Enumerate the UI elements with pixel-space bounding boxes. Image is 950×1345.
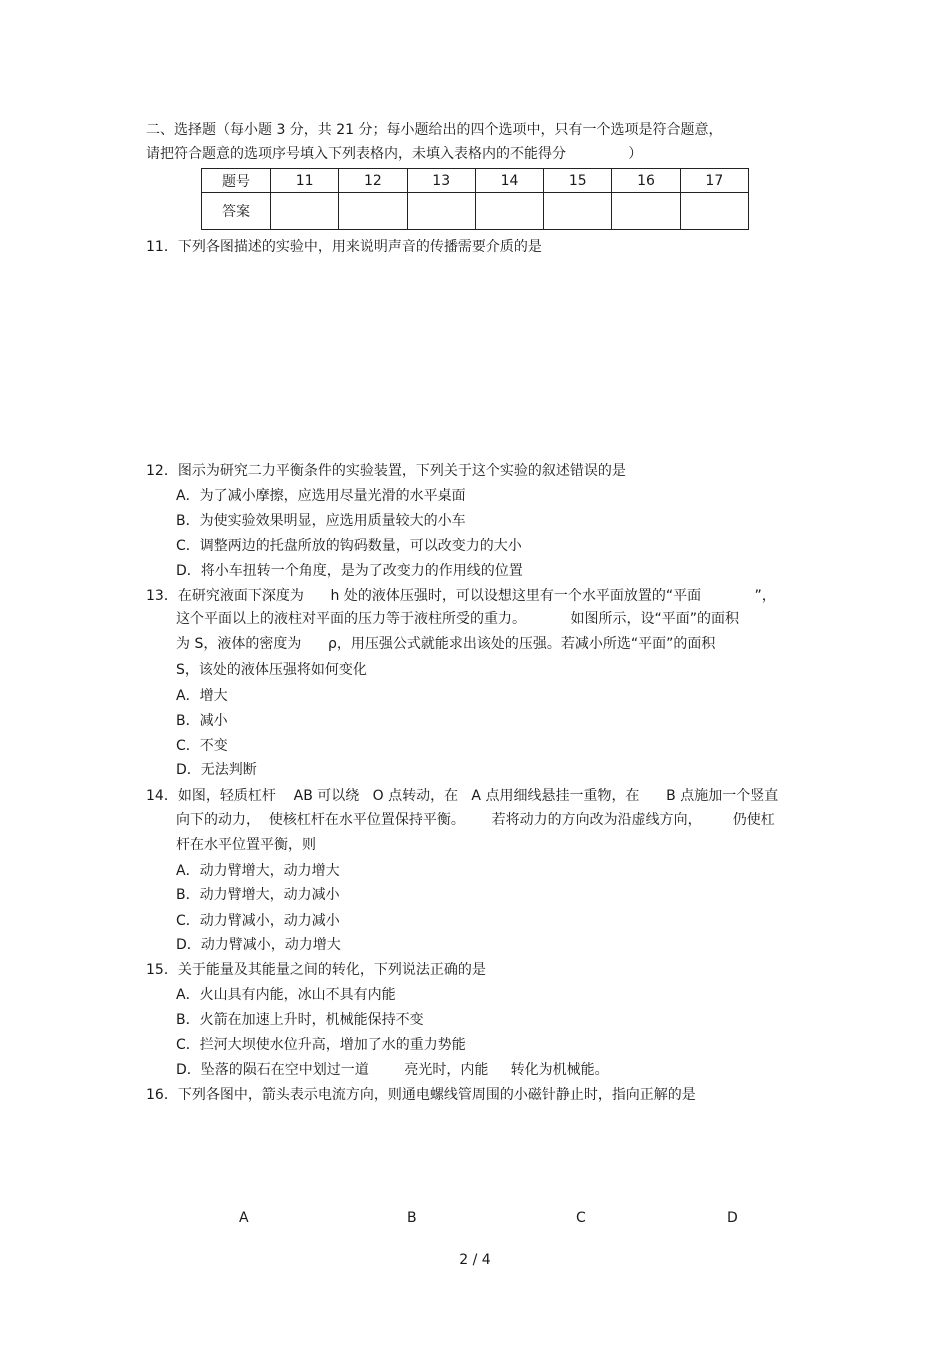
- figure-label-d: D: [727, 1210, 738, 1226]
- question-14-stem-line-2: 向下的动力， 使核杠杆在水平位置保持平衡。 若将动力的方向改为沿虚线方向， 仍使杠: [176, 812, 775, 828]
- question-14-stem-line-1: 14．如图，轻质杠杆 AB 可以绕 O 点转动，在 A 点用细线悬挂一重物，在 B 点施加一个竖直: [146, 788, 779, 804]
- answer-cell[interactable]: [475, 193, 543, 230]
- question-13-option-d: D．无法判断: [176, 762, 257, 778]
- question-number-cell: 17: [680, 169, 748, 193]
- answer-table: [201, 168, 749, 230]
- question-12-option-d: D．将小车扭转一个角度，是为了改变力的作用线的位置: [176, 563, 523, 579]
- question-14-option-d: D．动力臂减小，动力增大: [176, 937, 341, 953]
- question-13-stem-line-1: 13．在研究液面下深度为 h 处的液体压强时，可以设想这里有一个水平面放置的“平面 ”，: [146, 588, 776, 604]
- question-number-cell: 14: [475, 169, 543, 193]
- question-15-stem: 15．关于能量及其能量之间的转化，下列说法正确的是: [146, 962, 486, 978]
- question-number-cell: 12: [339, 169, 407, 193]
- question-15-option-d: D．坠落的陨石在空中划过一道 亮光时，内能 转化为机械能。: [176, 1062, 609, 1078]
- table-row-label: 题号: [202, 169, 271, 193]
- section-heading-line-1: 二、选择题（每小题 3 分，共 21 分；每小题给出的四个选项中，只有一个选项是符合题意，: [146, 122, 723, 138]
- answer-cell[interactable]: [680, 193, 748, 230]
- question-number-cell: 13: [407, 169, 475, 193]
- table-row-answers: [202, 193, 749, 230]
- question-13-stem-line-3: 为 S，液体的密度为 ρ，用压强公式就能求出该处的压强。若减小所选“平面”的面积: [176, 636, 716, 652]
- question-14-option-b: B．动力臂增大，动力减小: [176, 887, 340, 903]
- figure-label-b: B: [407, 1210, 417, 1226]
- question-13-option-b: B．减小: [176, 713, 228, 729]
- question-12-option-b: B．为使实验效果明显，应选用质量较大的小车: [176, 513, 466, 529]
- answer-cell[interactable]: [612, 193, 680, 230]
- answer-cell[interactable]: [544, 193, 612, 230]
- question-13-stem-line-2: 这个平面以上的液柱对平面的压力等于液柱所受的重力。 如图所示，设“平面”的面积: [176, 611, 740, 627]
- question-15-option-b: B．火箭在加速上升时，机械能保持不变: [176, 1012, 424, 1028]
- question-number-cell: 16: [612, 169, 680, 193]
- question-number-cell: 11: [271, 169, 339, 193]
- question-13-option-a: A．增大: [176, 688, 228, 704]
- question-13-option-c: C．不变: [176, 738, 228, 754]
- question-16-stem: 16．下列各图中，箭头表示电流方向，则通电螺线管周围的小磁针静止时，指向正解的是: [146, 1087, 696, 1103]
- question-12-option-a: A．为了减小摩擦，应选用尽量光滑的水平桌面: [176, 488, 466, 504]
- answer-cell[interactable]: [271, 193, 339, 230]
- question-14-stem-line-3: 杆在水平位置平衡，则: [176, 837, 316, 853]
- answer-cell[interactable]: [407, 193, 475, 230]
- question-number-cell: 15: [544, 169, 612, 193]
- page-number: 2 / 4: [459, 1252, 491, 1268]
- question-14-option-a: A．动力臂增大，动力增大: [176, 863, 340, 879]
- figure-label-c: C: [576, 1210, 586, 1226]
- table-row-label: 答案: [202, 193, 271, 230]
- table-row-numbers: [202, 169, 749, 193]
- question-12-option-c: C．调整两边的托盘所放的钩码数量，可以改变力的大小: [176, 538, 522, 554]
- question-15-option-c: C．拦河大坝使水位升高，增加了水的重力势能: [176, 1037, 466, 1053]
- question-12-stem: 12．图示为研究二力平衡条件的实验装置，下列关于这个实验的叙述错误的是: [146, 463, 626, 479]
- question-14-option-c: C．动力臂减小，动力减小: [176, 913, 340, 929]
- question-15-option-a: A．火山具有内能，冰山不具有内能: [176, 987, 396, 1003]
- question-11-stem: 11．下列各图描述的实验中，用来说明声音的传播需要介质的是: [146, 239, 542, 255]
- figure-label-a: A: [239, 1210, 249, 1226]
- section-heading-line-2: 请把符合题意的选项序号填入下列表格内，未填入表格内的不能得分 ）: [146, 146, 643, 162]
- question-13-stem-line-4: S，该处的液体压强将如何变化: [176, 662, 367, 678]
- answer-cell[interactable]: [339, 193, 407, 230]
